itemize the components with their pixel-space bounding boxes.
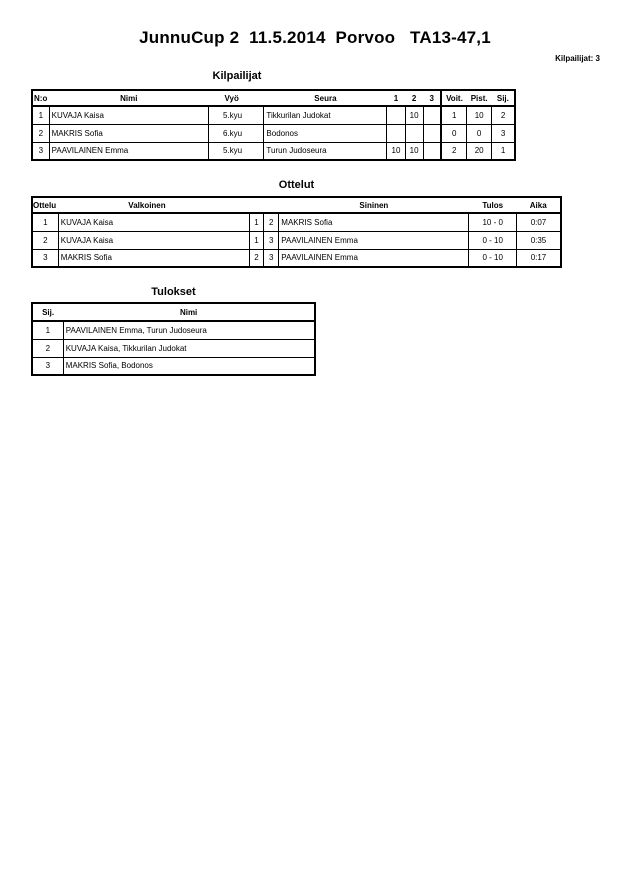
table-row — [32, 249, 561, 267]
matches-header-row — [32, 197, 561, 213]
round-2-score: 10 — [405, 106, 423, 124]
table-row — [32, 213, 561, 231]
competitor-belt: 5.kyu — [208, 106, 263, 124]
competitor-place: 2 — [492, 106, 515, 124]
result-place: 2 — [32, 339, 63, 357]
competitor-belt: 6.kyu — [208, 124, 263, 142]
competitor-club: Bodonos — [264, 124, 387, 142]
results-table — [31, 302, 316, 376]
table-row — [32, 142, 515, 160]
round-3-score — [423, 142, 441, 160]
col-match-no: Ottelu — [32, 197, 58, 213]
results-heading: Tulokset — [151, 286, 196, 298]
round-3-score — [423, 106, 441, 124]
white-competitor: MAKRIS Sofia — [58, 249, 249, 267]
table-row — [32, 357, 315, 375]
table-row — [32, 231, 561, 249]
match-result: 0 - 10 — [469, 231, 517, 249]
competitor-no: 3 — [32, 142, 49, 160]
col-white: Valkoinen — [58, 197, 249, 213]
competitor-place: 3 — [492, 124, 515, 142]
white-competitor: KUVAJA Kaisa — [58, 213, 249, 231]
competitor-wins: 2 — [441, 142, 466, 160]
col-result: Tulos — [469, 197, 517, 213]
blue-competitor: PAAVILAINEN Emma — [279, 231, 469, 249]
col-place: Sij. — [492, 90, 515, 106]
blue-competitor-no: 3 — [264, 249, 279, 267]
round-1-score: 10 — [387, 142, 405, 160]
match-result: 10 - 0 — [469, 213, 517, 231]
white-competitor-no: 2 — [249, 249, 263, 267]
competitors-heading: Kilpailijat — [212, 70, 262, 82]
col-round-1: 1 — [387, 90, 405, 106]
match-no: 2 — [32, 231, 58, 249]
blue-competitor-no: 3 — [264, 231, 279, 249]
result-name: MAKRIS Sofia, Bodonos — [63, 357, 315, 375]
competitor-name: KUVAJA Kaisa — [49, 106, 208, 124]
competitor-belt: 5.kyu — [208, 142, 263, 160]
col-place: Sij. — [32, 303, 63, 321]
col-round-3: 3 — [423, 90, 441, 106]
table-row — [32, 321, 315, 339]
competitor-points: 20 — [467, 142, 492, 160]
table-row — [32, 106, 515, 124]
match-time: 0:07 — [516, 213, 561, 231]
competitor-no: 1 — [32, 106, 49, 124]
table-row — [32, 339, 315, 357]
col-time: Aika — [516, 197, 561, 213]
results-header-row — [32, 303, 315, 321]
round-3-score — [423, 124, 441, 142]
round-2-score — [405, 124, 423, 142]
competitors-header-row — [32, 90, 515, 106]
match-time: 0:35 — [516, 231, 561, 249]
competitor-points: 10 — [467, 106, 492, 124]
col-round-2: 2 — [405, 90, 423, 106]
round-1-score — [387, 106, 405, 124]
blue-competitor-no: 2 — [264, 213, 279, 231]
result-place: 1 — [32, 321, 63, 339]
white-competitor-no: 1 — [249, 213, 263, 231]
col-points: Pist. — [467, 90, 492, 106]
competitor-name: MAKRIS Sofia — [49, 124, 208, 142]
col-wins: Voit. — [441, 90, 466, 106]
result-name: PAAVILAINEN Emma, Turun Judoseura — [63, 321, 315, 339]
competitor-points: 0 — [467, 124, 492, 142]
match-result: 0 - 10 — [469, 249, 517, 267]
round-1-score — [387, 124, 405, 142]
table-row — [32, 124, 515, 142]
col-blue: Sininen — [279, 197, 469, 213]
competitor-club: Turun Judoseura — [264, 142, 387, 160]
result-name: KUVAJA Kaisa, Tikkurilan Judokat — [63, 339, 315, 357]
round-2-score: 10 — [405, 142, 423, 160]
col-name: Nimi — [49, 90, 208, 106]
blue-competitor: MAKRIS Sofia — [279, 213, 469, 231]
matches-table — [31, 196, 562, 268]
col-club: Seura — [264, 90, 387, 106]
competitor-wins: 1 — [441, 106, 466, 124]
col-belt: Vyö — [208, 90, 263, 106]
white-competitor: KUVAJA Kaisa — [58, 231, 249, 249]
white-competitor-no: 1 — [249, 231, 263, 249]
competitor-count: Kilpailijat: 3 — [555, 54, 600, 63]
competitor-wins: 0 — [441, 124, 466, 142]
col-no: N:o — [32, 90, 49, 106]
competitor-name: PAAVILAINEN Emma — [49, 142, 208, 160]
competitor-place: 1 — [492, 142, 515, 160]
col-name: Nimi — [63, 303, 315, 321]
competitors-table — [31, 89, 516, 161]
competitor-no: 2 — [32, 124, 49, 142]
match-time: 0:17 — [516, 249, 561, 267]
match-no: 1 — [32, 213, 58, 231]
matches-heading: Ottelut — [278, 179, 315, 191]
blue-competitor: PAAVILAINEN Emma — [279, 249, 469, 267]
page-title: JunnuCup 2 11.5.2014 Porvoo TA13-47,1 — [139, 28, 491, 47]
match-no: 3 — [32, 249, 58, 267]
competitor-club: Tikkurilan Judokat — [264, 106, 387, 124]
result-place: 3 — [32, 357, 63, 375]
